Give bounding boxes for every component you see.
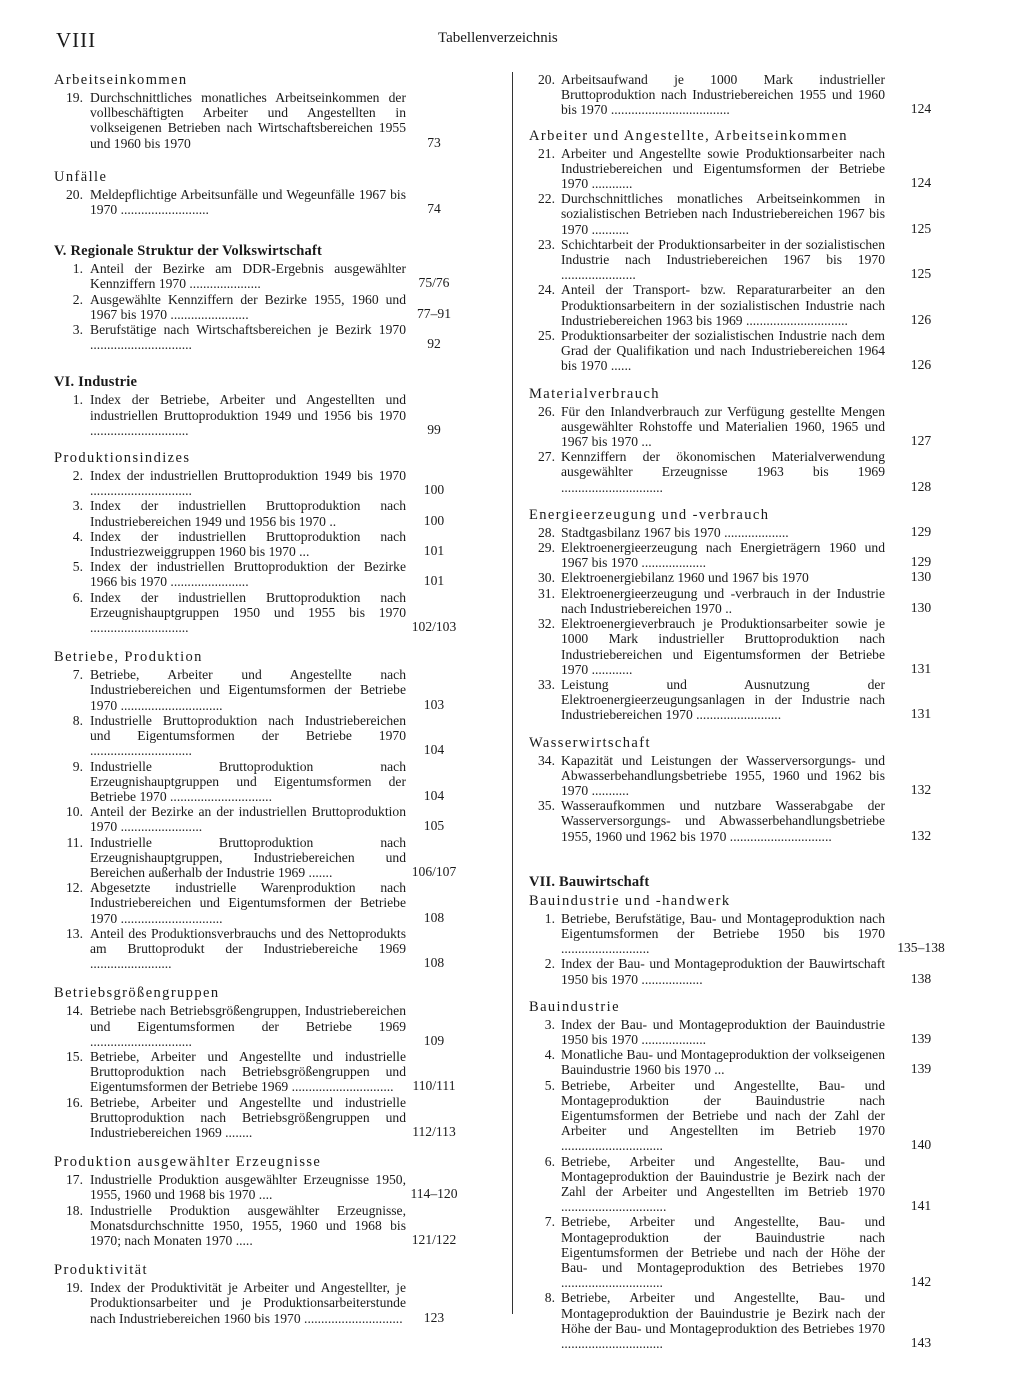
section-heading: V. Regionale Struktur der Volkswirtschaft xyxy=(54,243,323,260)
toc-entry[interactable] xyxy=(52,529,462,559)
toc-entry[interactable] xyxy=(527,1047,947,1077)
entry-title: Leistung und Ausnutzung der Elektroenergieerzeugungsanlagen in der Industrie nach Industriebereichen 1970 ......................... xyxy=(561,676,885,723)
entry-title: Anteil der Transport- bzw. Reparaturarbeiter an den Produktionsarbeitern in der sozialistischen Industrie nach Industriebereichen 1963 bis 1969 .............................. xyxy=(561,282,885,328)
entry-page-number: 73 xyxy=(427,134,441,150)
entry-title: Index der industriellen Bruttoproduktion nach Industriebereichen 1949 und 1956 bis 1970 .. xyxy=(90,498,406,529)
entry-page-number: 77–91 xyxy=(417,305,451,321)
entry-number: 34. xyxy=(538,752,555,768)
entry-number: 6. xyxy=(544,1153,555,1169)
entry-page-number: 140 xyxy=(910,1137,932,1153)
section-heading: VII. Bauwirtschaft xyxy=(529,873,650,890)
toc-entry[interactable] xyxy=(52,392,462,438)
entry-page-number: 102/103 xyxy=(411,619,457,635)
toc-entry[interactable] xyxy=(52,90,462,151)
toc-entry[interactable] xyxy=(52,187,462,217)
entry-page-number: 109 xyxy=(423,1032,445,1048)
toc-section xyxy=(52,1154,462,1248)
entry-number: 8. xyxy=(72,712,83,728)
entry-page-number: 101 xyxy=(423,543,445,559)
entry-title: Monatliche Bau- und Montageproduktion der volkseigenen Bauindustrie 1960 bis 1970 ... xyxy=(561,1047,885,1078)
entry-title: Berufstätige nach Wirtschaftsbereichen je Bezirk 1970 .............................. xyxy=(90,322,406,353)
entry-page-number: 124 xyxy=(910,101,932,117)
entry-number: 35. xyxy=(538,798,555,814)
entry-number: 4. xyxy=(544,1047,555,1063)
toc-section xyxy=(52,169,462,217)
toc-entry[interactable] xyxy=(52,926,462,972)
entry-page-number: 100 xyxy=(423,512,445,528)
entry-page-number: 127 xyxy=(910,433,932,449)
entry-page-number: 106/107 xyxy=(411,863,457,879)
entry-page-number: 108 xyxy=(423,909,445,925)
entry-title: Anteil des Produktionsverbrauchs und des Nettoprodukts am Bruttoprodukt der Industriebereiche 1969 ........................ xyxy=(90,925,406,972)
entry-number: 19. xyxy=(66,90,83,105)
entry-page-number: 129 xyxy=(910,523,932,539)
toc-section xyxy=(52,72,462,151)
section-heading: Arbeitseinkommen xyxy=(54,72,188,88)
entry-number: 16. xyxy=(66,1094,83,1110)
toc-entry[interactable] xyxy=(52,804,462,834)
toc-entry[interactable] xyxy=(52,261,462,291)
entry-number: 33. xyxy=(538,676,555,692)
entry-page-number: 131 xyxy=(910,660,932,676)
entry-title: Arbeiter und Angestellte sowie Produktionsarbeiter nach Industriebereichen und Eigentumsformen der Betriebe 1970 ............ xyxy=(561,145,885,192)
toc-entry[interactable] xyxy=(527,237,947,283)
entry-title: Betriebe, Arbeiter und Angestellte, Bau- und Montageproduktion der Bauindustrie nach Eigentumsformen der Betriebe und nach der Zahl der Arbeiter und Angestellten im Betrieb 1970 .............................. xyxy=(561,1077,885,1154)
section-heading: Betriebsgrößengruppen xyxy=(54,985,220,1002)
entry-title: Index der industriellen Bruttoproduktion der Bezirke 1966 bis 1970 ....................... xyxy=(90,559,406,590)
entry-title: Betriebe, Arbeiter und Angestellte und industrielle Bruttoproduktion nach Betriebsgrößengruppen und Eigentumsformen der Betriebe 1969 .............................. xyxy=(90,1048,406,1095)
toc-entry[interactable] xyxy=(52,880,462,926)
toc-entry[interactable] xyxy=(527,586,947,616)
toc-entry[interactable] xyxy=(527,525,947,540)
toc-entry[interactable] xyxy=(527,449,947,495)
section-heading: Bauindustrie xyxy=(529,998,620,1015)
entry-number: 30. xyxy=(538,570,555,586)
toc-section xyxy=(527,735,947,844)
entry-title: Index der industriellen Bruttoproduktion 1949 bis 1970 .............................. xyxy=(90,468,406,499)
page-number: VIII xyxy=(56,28,97,52)
entry-page-number: 142 xyxy=(910,1274,932,1290)
entry-page-number: 132 xyxy=(910,781,932,797)
toc-section xyxy=(52,374,462,438)
entry-page-number: 114–120 xyxy=(410,1186,458,1202)
section-heading: Produktionsindizes xyxy=(54,450,191,467)
entry-page-number: 99 xyxy=(427,421,441,437)
entry-title: Betriebe, Berufstätige, Bau- und Montageproduktion nach Eigentumsformen der Betriebe 1950 bis 1970 .......................... xyxy=(561,910,885,957)
entry-title: Index der industriellen Bruttoproduktion nach Industriezweiggruppen 1960 bis 1970 ... xyxy=(90,528,406,560)
toc-section xyxy=(527,874,947,891)
entry-number: 2. xyxy=(72,468,83,484)
entry-title: Elektroenergieerzeugung und -verbrauch in der Industrie nach Industriebereichen 1970 .. xyxy=(561,585,885,616)
running-title: Tabellenverzeichnis xyxy=(438,30,558,46)
entry-page-number: 129 xyxy=(910,554,932,570)
toc-entry[interactable] xyxy=(52,1280,462,1326)
toc-section xyxy=(52,243,462,352)
toc-column-right xyxy=(527,72,947,1351)
entry-title: Kennziffern der ökonomischen Materialverwendung ausgewählter Erzeugnisse 1963 bis 1969 .............................. xyxy=(561,449,885,495)
entry-number: 11. xyxy=(66,834,83,850)
toc-entry[interactable] xyxy=(52,1003,462,1049)
entry-number: 9. xyxy=(72,758,83,774)
section-heading: VI. Industrie xyxy=(54,374,138,391)
entry-number: 24. xyxy=(538,282,555,298)
toc-section xyxy=(52,1262,462,1326)
toc-entry[interactable] xyxy=(52,1172,462,1202)
entry-page-number: 139 xyxy=(910,1030,932,1046)
toc-section xyxy=(52,985,462,1140)
section-heading: Arbeiter und Angestellte, Arbeitseinkommen xyxy=(529,127,848,144)
entry-number: 4. xyxy=(72,528,83,544)
entry-page-number: 130 xyxy=(910,599,932,615)
entry-page-number: 143 xyxy=(910,1335,932,1351)
entry-page-number: 104 xyxy=(423,787,445,803)
toc-entry[interactable] xyxy=(52,667,462,713)
toc-entry[interactable] xyxy=(52,1095,462,1141)
entry-number: 15. xyxy=(66,1048,83,1064)
section-heading: Wasserwirtschaft xyxy=(529,734,651,751)
entry-page-number: 74 xyxy=(427,201,441,217)
entry-title: Betriebe, Arbeiter und Angestellte, Bau- und Montageproduktion der Bauindustrie je Bezirk nach der Zahl der Arbeiter und Angestellten im Betrieb 1970 ............................... xyxy=(561,1153,885,1215)
entry-title: Betriebe, Arbeiter und Angestellte und industrielle Bruttoproduktion nach Betriebsgrößengruppen und Industriebereichen 1969 ........ xyxy=(90,1094,406,1140)
entry-title: Index der Bau- und Montageproduktion der Bauindustrie 1950 bis 1970 ................... xyxy=(561,1016,885,1047)
entry-title: Schichtarbeit der Produktionsarbeiter in der sozialistischen Industrie nach Industriebereichen 1967 bis 1970 ...................... xyxy=(561,236,885,283)
entry-title: Kapazität und Leistungen der Wasserversorgungs- und Abwasserbehandlungsbetriebe 1955, 1960 und 1962 bis 1970 ........... xyxy=(561,752,885,798)
toc-entry[interactable] xyxy=(527,798,947,844)
entry-title: Elektroenergieverbrauch je Produktionsarbeiter sowie je 1000 Mark industrieller Bruttoproduktion nach Industriebereichen und Eigentumsformen der Betriebe 1970 ............ xyxy=(561,616,885,677)
entry-title: Ausgewählte Kennziffern der Bezirke 1955, 1960 und 1967 bis 1970 ....................... xyxy=(90,291,406,322)
entry-title: Durchschnittliches monatliches Arbeitseinkommen in sozialistischen Betrieben nach Industriebereichen 1967 bis 1970 ........... xyxy=(561,191,885,237)
entry-number: 32. xyxy=(538,616,555,632)
entry-page-number: 104 xyxy=(423,742,445,758)
entry-number: 1. xyxy=(544,910,555,926)
entry-number: 12. xyxy=(66,880,83,896)
entry-title: Industrielle Bruttoproduktion nach Erzeugnishauptgruppen und Eigentumsformen der Betriebe 1970 .............................. xyxy=(90,758,406,804)
entry-number: 1. xyxy=(72,261,83,277)
entry-title: Betriebe, Arbeiter und Angestellte nach Industriebereichen und Eigentumsformen der Betriebe 1970 .............................. xyxy=(90,667,406,713)
toc-entry[interactable] xyxy=(527,540,947,570)
entry-title: Industrielle Bruttoproduktion nach Erzeugnishauptgruppen, Industriebereichen und Bereichen außerhalb der Industrie 1969 ....... xyxy=(90,834,406,880)
entry-title: Betriebe, Arbeiter und Angestellte, Bau- und Montageproduktion der Bauindustrie nach Eigentumsformen der Betriebe und nach der Höhe der Bau- und Montageproduktion des Betriebes 1970 .............................. xyxy=(561,1214,885,1291)
entry-number: 22. xyxy=(538,191,555,207)
entry-page-number: 132 xyxy=(910,827,932,843)
entry-number: 27. xyxy=(538,449,555,465)
entry-title: Durchschnittliches monatliches Arbeitseinkommen der vollbeschäftigten Arbeiter und Angestellten in volkseigenen Betrieben nach Wirtschaftsbereichen 1955 und 1960 bis 1970 xyxy=(90,90,406,151)
entry-number: 23. xyxy=(538,236,555,252)
toc-entry[interactable] xyxy=(52,759,462,805)
entry-title: Anteil der Bezirke am DDR-Ergebnis ausgewählter Kennziffern 1970 ..................... xyxy=(90,261,406,292)
toc-entry[interactable] xyxy=(527,570,947,585)
toc-entry[interactable] xyxy=(52,322,462,352)
entry-title: Betriebe, Arbeiter und Angestellte, Bau- und Montageproduktion der Bauindustrie je Bezirk nach der Höhe der Bau- und Montageproduktion des Betriebes 1970 .............................. xyxy=(561,1290,885,1352)
entry-page-number: 126 xyxy=(910,311,932,327)
toc-entry[interactable] xyxy=(52,713,462,759)
entry-number: 2. xyxy=(72,291,83,307)
entry-page-number: 112/113 xyxy=(412,1123,456,1139)
entry-page-number: 125 xyxy=(910,220,932,236)
entry-number: 20. xyxy=(66,186,83,202)
toc-entry[interactable] xyxy=(527,1078,947,1154)
entry-page-number: 128 xyxy=(910,478,932,494)
section-heading: Energieerzeugung und -verbrauch xyxy=(529,506,770,523)
toc-entry[interactable] xyxy=(52,468,462,498)
entry-number: 19. xyxy=(66,1280,83,1296)
section-heading: Unfälle xyxy=(54,168,108,185)
entry-page-number: 121/122 xyxy=(411,1231,457,1247)
toc-entry[interactable] xyxy=(527,956,947,986)
entry-page-number: 103 xyxy=(423,696,445,712)
entry-page-number: 130 xyxy=(910,569,932,585)
entry-number: 20. xyxy=(538,72,555,87)
entry-title: Abgesetzte industrielle Warenproduktion nach Industriebereichen und Eigentumsformen der Betriebe 1970 .............................. xyxy=(90,880,406,926)
entry-title: Industrielle Produktion ausgewählter Erzeugnisse 1950, 1955, 1960 und 1968 bis 1970 .... xyxy=(90,1172,406,1203)
toc-entry[interactable] xyxy=(527,191,947,237)
entry-title: Produktionsarbeiter der sozialistischen Industrie nach dem Grad der Qualifikation und nach Industriebereichen 1964 bis 1970 ...... xyxy=(561,328,885,374)
toc-entry[interactable] xyxy=(52,835,462,881)
entry-title: Stadtgasbilanz 1967 bis 1970 ................... xyxy=(561,524,789,540)
entry-number: 6. xyxy=(72,589,83,605)
entry-title: Für den Inlandverbrauch zur Verfügung gestellte Mengen ausgewählter Rohstoffe und Materialien 1960, 1965 und 1967 bis 1970 ... xyxy=(561,403,885,450)
entry-page-number: 141 xyxy=(910,1198,932,1214)
toc-section xyxy=(52,649,462,971)
entry-number: 26. xyxy=(538,403,555,419)
entry-page-number: 124 xyxy=(910,175,932,191)
toc-section xyxy=(527,893,947,987)
toc-entry[interactable] xyxy=(527,1017,947,1047)
entry-title: Industrielle Produktion ausgewählter Erzeugnisse, Monatsdurchschnitte 1950, 1955, 1960 und 1968 bis 1970; nach Monaten 1970 ..... xyxy=(90,1202,406,1248)
entry-page-number: 135–138 xyxy=(897,940,945,956)
toc-entry[interactable] xyxy=(52,1049,462,1095)
entry-title: Arbeitsaufwand je 1000 Mark industrieller Bruttoproduktion nach Industriebereichen 1955 und 1960 bis 1970 ................................... xyxy=(561,72,885,118)
entry-title: Industrielle Bruttoproduktion nach Industriebereichen und Eigentumsformen der Betriebe 1970 .............................. xyxy=(90,712,406,759)
entry-number: 25. xyxy=(538,328,555,344)
entry-number: 3. xyxy=(72,322,83,338)
toc-section xyxy=(527,72,947,118)
entry-title: Meldepflichtige Arbeitsunfälle und Wegeunfälle 1967 bis 1970 .......................... xyxy=(90,186,406,218)
entry-page-number: 101 xyxy=(423,573,445,589)
toc-entry[interactable] xyxy=(527,753,947,799)
entry-number: 5. xyxy=(72,559,83,575)
entry-title: Index der Bau- und Montageproduktion der Bauwirtschaft 1950 bis 1970 .................. xyxy=(561,956,885,987)
section-heading: Materialverbrauch xyxy=(529,385,660,402)
section-heading: Produktivität xyxy=(54,1262,148,1279)
entry-number: 28. xyxy=(538,524,555,540)
entry-number: 17. xyxy=(66,1172,83,1188)
toc-entry[interactable] xyxy=(52,590,462,636)
entry-page-number: 92 xyxy=(427,336,441,352)
entry-page-number: 105 xyxy=(423,818,445,834)
toc-entry[interactable] xyxy=(527,616,947,677)
entry-page-number: 139 xyxy=(910,1061,932,1077)
entry-number: 14. xyxy=(66,1003,83,1019)
entry-page-number: 131 xyxy=(910,706,932,722)
toc-entry[interactable] xyxy=(527,146,947,192)
entry-number: 29. xyxy=(538,540,555,556)
entry-number: 8. xyxy=(544,1290,555,1306)
entry-number: 3. xyxy=(72,498,83,514)
entry-number: 31. xyxy=(538,585,555,601)
entry-title: Wasseraufkommen und nutzbare Wasserabgabe der Wasserversorgungs- und Abwasserbehandlungsbetriebe 1955, 1960 und 1962 bis 1970 .............................. xyxy=(561,798,885,844)
entry-page-number: 100 xyxy=(423,482,445,498)
entry-page-number: 108 xyxy=(423,955,445,971)
entry-number: 7. xyxy=(544,1214,555,1230)
toc-entry[interactable] xyxy=(527,1214,947,1290)
entry-number: 3. xyxy=(544,1016,555,1032)
section-heading: Produktion ausgewählter Erzeugnisse xyxy=(54,1154,322,1171)
entry-page-number: 126 xyxy=(910,357,932,373)
entry-page-number: 123 xyxy=(423,1309,445,1325)
entry-number: 21. xyxy=(538,145,555,161)
entry-number: 10. xyxy=(66,804,83,820)
entry-number: 2. xyxy=(544,956,555,972)
toc-entry[interactable] xyxy=(52,1203,462,1249)
toc-entry[interactable] xyxy=(527,1154,947,1215)
section-heading: Betriebe, Produktion xyxy=(54,649,203,666)
section-heading: Bauindustrie und -handwerk xyxy=(529,892,731,909)
toc-entry[interactable] xyxy=(527,1290,947,1351)
toc-entry[interactable] xyxy=(527,282,947,328)
entry-title: Elektroenergiebilanz 1960 und 1967 bis 1970 xyxy=(561,570,809,586)
toc-entry[interactable] xyxy=(52,559,462,589)
toc-section xyxy=(527,507,947,723)
toc-section xyxy=(527,999,947,1351)
toc-entry[interactable] xyxy=(527,72,947,118)
entry-page-number: 125 xyxy=(910,266,932,282)
toc-entry[interactable] xyxy=(527,328,947,374)
toc-entry[interactable] xyxy=(52,292,462,322)
entry-page-number: 138 xyxy=(910,970,932,986)
entry-page-number: 110/111 xyxy=(412,1078,456,1094)
entry-title: Anteil der Bezirke an der industriellen Bruttoproduktion 1970 ........................ xyxy=(90,804,406,835)
toc-entry[interactable] xyxy=(527,677,947,723)
toc-entry[interactable] xyxy=(52,498,462,528)
entry-number: 18. xyxy=(66,1202,83,1218)
column-divider xyxy=(512,72,513,1314)
toc-section xyxy=(527,386,947,495)
toc-entry[interactable] xyxy=(527,911,947,957)
entry-title: Index der industriellen Bruttoproduktion nach Erzeugnishauptgruppen 1950 und 1955 bis 1970 ............................. xyxy=(90,589,406,636)
entry-number: 13. xyxy=(66,925,83,941)
toc-section xyxy=(527,128,947,374)
entry-number: 5. xyxy=(544,1077,555,1093)
entry-title: Index der Produktivität je Arbeiter und Angestellter, je Produktionsarbeiter und je Produktionsarbeiterstunde nach Industriebereichen 1960 bis 1970 ............................. xyxy=(90,1280,406,1326)
entry-title: Index der Betriebe, Arbeiter und Angestellten und industriellen Bruttoproduktion 1949 und 1956 bis 1970 ............................. xyxy=(90,392,406,438)
toc-section xyxy=(52,450,462,635)
entry-number: 7. xyxy=(72,667,83,683)
entry-title: Elektroenergieerzeugung nach Energieträgern 1960 und 1967 bis 1970 ................... xyxy=(561,540,885,571)
entry-number: 1. xyxy=(72,392,83,408)
entry-page-number: 75/76 xyxy=(418,275,450,291)
toc-entry[interactable] xyxy=(527,404,947,450)
entry-title: Betriebe nach Betriebsgrößengruppen, Industriebereichen und Eigentumsformen der Betriebe 1969 .............................. xyxy=(90,1003,406,1049)
toc-column-left xyxy=(52,72,462,1326)
